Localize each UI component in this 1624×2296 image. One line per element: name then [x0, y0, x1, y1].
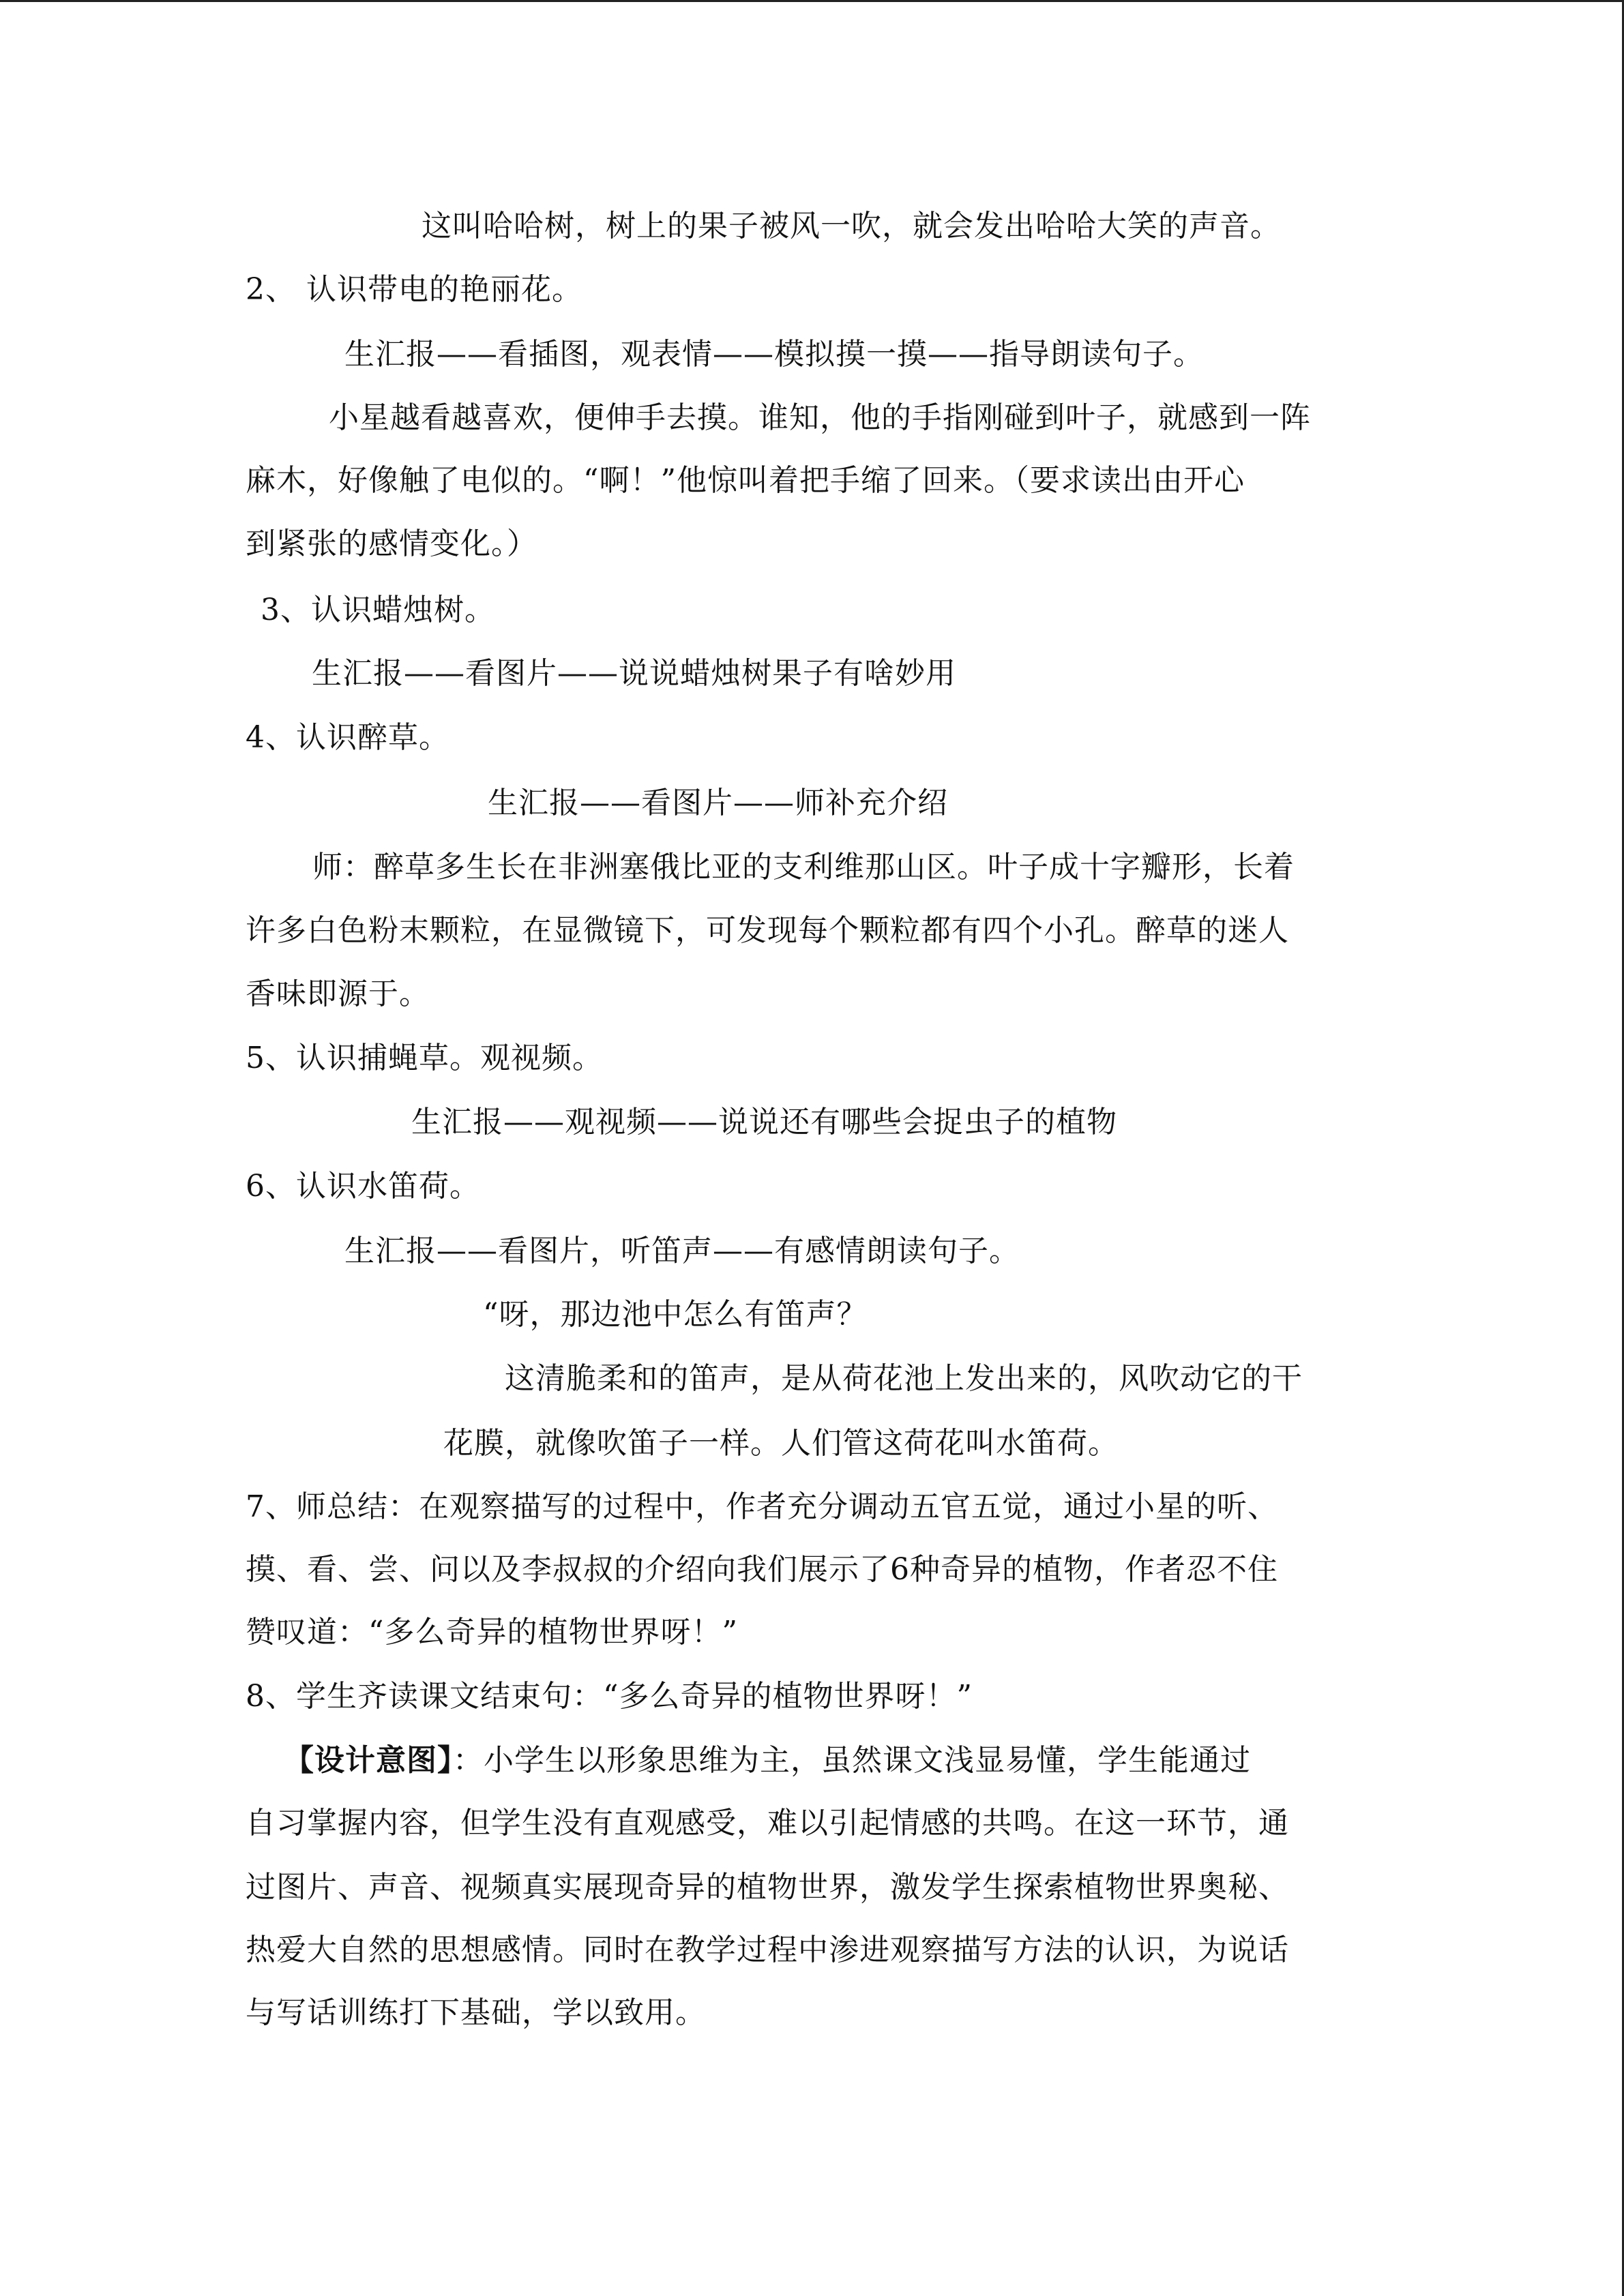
text-line: 到紧张的感情变化。）: [246, 526, 537, 561]
text-line: 自习掌握内容，但学生没有直观感受，难以引起情感的共鸣。在这一环节，通: [246, 1806, 1289, 1840]
section-heading: 4、认识醉草。: [246, 720, 449, 755]
section-heading: 6、认识水笛荷。: [246, 1169, 480, 1204]
text-line: 生汇报——看图片——师补充介绍: [488, 786, 948, 820]
text-line: 与写话训练打下基础，学以致用。: [246, 1995, 706, 2030]
text-line: 香味即源于。: [246, 976, 430, 1011]
quote-line: “呀，那边池中怎么有笛声？: [483, 1297, 868, 1332]
section-heading: 7、师总结：在观察描写的过程中，作者充分调动五官五觉，通过小星的听、: [246, 1489, 1278, 1524]
quote-line: 这清脆柔和的笛声，是从荷花池上发出来的，风吹动它的干: [505, 1361, 1303, 1396]
design-intent-line: [284, 1740, 1251, 1781]
text-line: 生汇报——看图片，听笛声——有感情朗读句子。: [344, 1234, 1020, 1268]
text-line: 生汇报——看图片——说说蜡烛树果子有啥妙用: [312, 656, 956, 691]
text-line: 这叫哈哈树，树上的果子被风一吹，就会发出哈哈大笑的声音。: [422, 209, 1281, 243]
text-line: 小星越看越喜欢，便伸手去摸。谁知，他的手指刚碰到叶子，就感到一阵: [329, 400, 1311, 435]
text-line: 生汇报——看插图，观表情——模拟摸一摸——指导朗读句子。: [344, 337, 1204, 372]
design-intent-label: 【设计意图】: [284, 1743, 453, 1778]
text-line: 摸、看、尝、问以及李叔叔的介绍向我们展示了6种奇异的植物，作者忍不住: [246, 1552, 1278, 1587]
text-line: 师：醉草多生长在非洲塞俄比亚的支利维那山区。叶子成十字瓣形，长着: [312, 850, 1295, 884]
quote-line: 花膜，就像吹笛子一样。人们管这荷花叫水笛荷。: [443, 1426, 1119, 1461]
design-intent-text: ：小学生以形象思维为主，虽然课文浅显易懂，学生能通过: [453, 1743, 1251, 1778]
text-line: 赞叹道：“多么奇异的植物世界呀！”: [246, 1615, 738, 1650]
text-line: 过图片、声音、视频真实展现奇异的植物世界，激发学生探索植物世界奥秘、: [246, 1870, 1289, 1905]
text-line: 生汇报——观视频——说说还有哪些会捉虫子的植物: [411, 1105, 1117, 1139]
text-line: 许多白色粉末颗粒，在显微镜下，可发现每个颗粒都有四个小孔。醉草的迷人: [246, 913, 1289, 948]
section-heading: 2、 认识带电的艳丽花。: [246, 272, 582, 307]
page-border-top: [0, 0, 1624, 2]
section-heading: 5、认识捕蝇草。观视频。: [246, 1041, 603, 1075]
text-line: 麻木，好像触了电似的。“啊！”他惊叫着把手缩了回来。（要求读出由开心: [246, 463, 1245, 498]
section-heading: 3、认识蜡烛树。: [261, 593, 495, 627]
section-heading: 8、学生齐读课文结束句：“多么奇异的植物世界呀！”: [246, 1679, 973, 1714]
text-line: 热爱大自然的思想感情。同时在教学过程中渗进观察描写方法的认识，为说话: [246, 1933, 1289, 1967]
